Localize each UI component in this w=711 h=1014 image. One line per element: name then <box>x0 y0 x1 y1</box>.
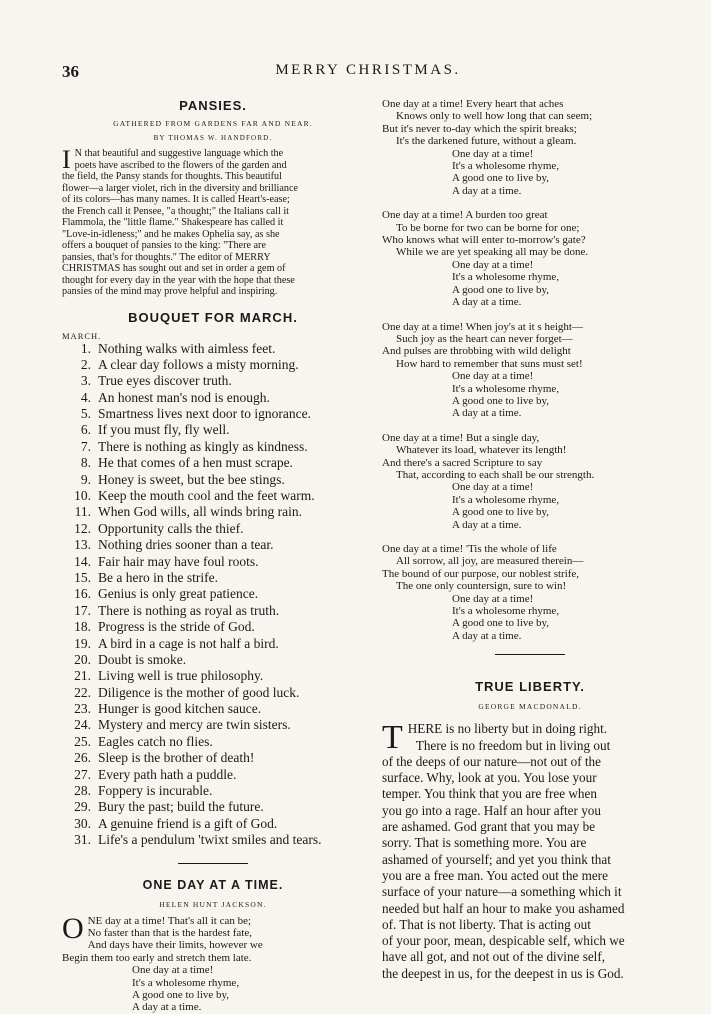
poem-line: Knows only to well how long that can seem; <box>396 110 593 123</box>
text-line: surface of your nature—a something which it <box>382 884 622 900</box>
poem-stanza <box>382 321 678 420</box>
poem-line: A day at a time. <box>452 629 522 642</box>
poem-line: A good one to live by, <box>452 617 550 630</box>
proverb-number: 3. <box>80 373 91 389</box>
proverb-number: 22. <box>74 684 91 700</box>
poem-line: One day at a time! <box>452 481 534 494</box>
proverb-number: 20. <box>74 651 91 667</box>
proverb-item <box>62 832 364 848</box>
text-line: poets have ascribed to the flowers of the garden and <box>74 159 287 171</box>
true-liberty-author: GEORGE MACDONALD. <box>478 702 582 712</box>
proverb-text: Every path hath a puddle. <box>98 766 237 782</box>
poem-line: One day at a time! But a single day, <box>382 431 540 444</box>
one-day-title: ONE DAY AT A TIME. <box>142 877 284 892</box>
pansies-intro <box>62 145 364 298</box>
poem-line: NE day at a time! That's all it can be; <box>87 914 252 927</box>
proverb-item <box>62 586 364 602</box>
one-day-author: HELEN HUNT JACKSON. <box>159 899 267 909</box>
proverb-number: 21. <box>74 668 91 684</box>
text-line: the field, the Pansy stands for thoughts. This beautiful <box>62 171 282 182</box>
proverb-item <box>62 668 364 684</box>
page-number: 36 <box>62 62 79 81</box>
poem-line: And there's a sacred Scripture to say <box>382 456 543 469</box>
poem-line: It's a wholesome rhyme, <box>452 493 560 506</box>
poem-line: How hard to remember that suns must set! <box>396 357 583 370</box>
proverb-item <box>62 816 364 832</box>
true-liberty-title: TRUE LIBERTY. <box>475 679 585 695</box>
proverb-text: Progress is the stride of God. <box>98 619 255 635</box>
poem-line: One day at a time! <box>452 592 534 605</box>
pansies-byline: BY THOMAS W. HANDFORD. <box>153 134 273 142</box>
proverb-item <box>62 537 364 553</box>
text-line: N that beautiful and suggestive language which the <box>74 148 284 159</box>
proverb-item <box>62 570 364 586</box>
proverb-item <box>62 619 364 635</box>
page-header <box>62 62 674 82</box>
proverb-text: Sleep is the brother of death! <box>98 750 255 766</box>
text-line: offers a bouquet of pansies to the king: "There are <box>62 240 266 251</box>
proverb-number: 18. <box>74 619 91 635</box>
poem-line: One day at a time! <box>132 964 214 977</box>
proverb-text: Honey is sweet, but the bee stings. <box>98 471 285 487</box>
text-line: the deepest in us, for the deepest in us is God. <box>382 965 624 981</box>
proverb-text: Keep the mouth cool and the feet warm. <box>98 488 315 504</box>
proverb-number: 4. <box>80 389 91 405</box>
poem-line: All sorrow, all joy, are measured therein— <box>396 555 584 568</box>
proverb-item <box>62 504 364 520</box>
proverb-number: 7. <box>80 438 91 454</box>
proverb-text: Mystery and mercy are twin sisters. <box>98 717 291 733</box>
poem-line: One day at a time! When joy's at it s height— <box>382 320 583 333</box>
poem-line: One day at a time! 'Tis the whole of life <box>382 543 557 555</box>
poem-line: A day at a time. <box>132 1001 202 1014</box>
proverb-number: 15. <box>74 569 91 585</box>
proverb-text: A genuine friend is a gift of God. <box>98 815 278 831</box>
poem-opening-stanza <box>62 911 364 1014</box>
poem-line: The one only countersign, sure to win! <box>396 580 567 593</box>
proverb-item <box>62 455 364 471</box>
proverb-text: Nothing dries sooner than a tear. <box>98 537 274 553</box>
proverb-number: 14. <box>74 553 91 569</box>
poem-line: While we are yet speaking all may be done. <box>396 246 589 259</box>
proverb-text: Bury the past; build the future. <box>98 799 264 815</box>
proverb-number: 25. <box>74 733 91 749</box>
proverb-text: Nothing walks with aimless feet. <box>98 340 276 356</box>
proverb-text: Living well is true philosophy. <box>98 668 264 684</box>
poem-line: It's a wholesome rhyme, <box>452 382 560 395</box>
text-line: of the deeps of our nature—not out of the <box>382 753 601 769</box>
proverb-item <box>62 734 364 750</box>
proverb-item <box>62 783 364 799</box>
proverb-item <box>62 554 364 570</box>
proverb-number: 5. <box>80 406 91 422</box>
poem-line: Whatever its load, whatever its length! <box>396 444 567 457</box>
proverb-item <box>62 750 364 766</box>
text-line: of its colors—has many names. It is called Heart's-ease; <box>62 194 290 205</box>
proverb-number: 31. <box>74 832 91 848</box>
text-line: sorry. That is something more. You are <box>382 835 587 851</box>
text-line: thought for every day in the year with the hope that these <box>62 274 295 286</box>
poem-line: One day at a time! Every heart that aches <box>382 98 564 110</box>
text-line: Flammola, the "little flame." Shakespeare has called it <box>62 217 284 228</box>
text-line: pansies of the mind may prove helpful and inspiring. <box>62 286 278 297</box>
poem-line: But it's never to-day which the spirit breaks; <box>382 122 577 135</box>
proverb-text: Life's a pendulum 'twixt smiles and tears. <box>98 832 322 848</box>
text-line: needed but half an hour to make you ashamed <box>382 900 625 916</box>
proverb-text: Doubt is smoke. <box>98 651 187 667</box>
proverb-text: He that comes of a hen must scrape. <box>98 455 293 471</box>
proverb-number: 29. <box>74 799 91 815</box>
text-line: have all got, and not out of the divine self, <box>382 949 606 965</box>
poem-stanza <box>382 543 678 642</box>
poem-line: A good one to live by, <box>452 172 550 185</box>
proverb-item <box>62 390 364 406</box>
text-line: CHRISTMAS has sought out and set in order a gem of <box>62 263 286 274</box>
poem-line: A good one to live by, <box>132 989 230 1002</box>
proverb-text: Eagles catch no flies. <box>98 733 213 749</box>
text-line: you are a free man. You acted out the mere <box>382 867 608 883</box>
proverb-item <box>62 636 364 652</box>
poem-line: And days have their limits, however we <box>87 939 263 952</box>
proverb-number: 9. <box>80 471 91 487</box>
proverb-item <box>62 439 364 455</box>
proverb-item <box>62 701 364 717</box>
proverb-text: A bird in a cage is not half a bird. <box>98 635 279 651</box>
proverb-text: Smartness lives next door to ignorance. <box>98 406 311 422</box>
proverb-number: 24. <box>74 717 91 733</box>
text-line: you go into a rage. Half an hour after you <box>382 802 601 818</box>
poem-line: A good one to live by, <box>452 394 550 407</box>
text-line: HERE is no liberty but in doing right. <box>407 721 608 737</box>
poem-line: It's a wholesome rhyme, <box>132 976 240 989</box>
proverb-item <box>62 406 364 422</box>
poem-line: One day at a time! <box>452 258 534 271</box>
poem-line: One day at a time! <box>452 147 534 160</box>
proverb-text: Opportunity calls the thief. <box>98 520 244 536</box>
proverb-item <box>62 603 364 619</box>
proverb-item <box>62 521 364 537</box>
poem-line: It's a wholesome rhyme, <box>452 605 560 618</box>
text-line: There is no freedom but in living out <box>415 737 611 753</box>
proverb-number: 28. <box>74 783 91 799</box>
proverb-text: There is nothing as royal as truth. <box>98 602 280 618</box>
proverb-text: Hunger is good kitchen sauce. <box>98 701 262 717</box>
proverb-number: 6. <box>80 422 91 438</box>
proverb-item <box>62 685 364 701</box>
text-line: of your poor, mean, despicable self, which we <box>382 933 625 949</box>
text-line: are ashamed. God grant that you may be <box>382 819 596 835</box>
proverb-item <box>62 341 364 357</box>
poem-line: It's the darkened future, without a gleam. <box>396 135 577 148</box>
proverb-number: 16. <box>74 586 91 602</box>
text-line: flower—a larger violet, rich in the diversity and brilliance <box>62 182 299 194</box>
right-column <box>382 98 678 982</box>
poem-line: A good one to live by, <box>452 506 550 519</box>
poem-line: To be borne for two can be borne for one; <box>396 221 580 234</box>
left-column <box>62 98 364 1014</box>
proverb-text: When God wills, all winds bring rain. <box>98 504 302 520</box>
proverb-number: 26. <box>74 750 91 766</box>
text-line: of. That is not liberty. That is acting out <box>382 916 591 932</box>
proverb-number: 2. <box>80 356 91 372</box>
proverb-item <box>62 357 364 373</box>
proverb-text: An honest man's nod is enough. <box>98 389 270 405</box>
true-liberty-text <box>382 721 678 982</box>
poem-line: One day at a time! <box>452 370 534 383</box>
poem-line: That, according to each shall be our strength. <box>396 468 595 481</box>
proverb-text: Genius is only great patience. <box>98 586 259 602</box>
proverb-number: 23. <box>74 701 91 717</box>
proverb-item <box>62 799 364 815</box>
proverb-text: A clear day follows a misty morning. <box>98 356 299 372</box>
text-line: surface. Why, look at you. You lose your <box>382 770 597 786</box>
section-divider <box>495 654 565 655</box>
text-line: temper. You think that you are free when <box>382 786 597 802</box>
poem-line: No faster than that is the hardest fate, <box>87 927 253 940</box>
proverb-item <box>62 488 364 504</box>
poem-line: Such joy as the heart can never forget— <box>396 332 573 345</box>
bouquet-title: BOUQUET FOR MARCH. <box>128 309 298 325</box>
proverb-text: Fair hair may have foul roots. <box>98 553 259 569</box>
poem-line: The bound of our purpose, our noblest strife, <box>382 567 580 580</box>
poem-line: A day at a time. <box>452 407 522 420</box>
poem-line: It's a wholesome rhyme, <box>452 160 560 173</box>
poem-line: It's a wholesome rhyme, <box>452 271 560 284</box>
proverb-number: 19. <box>74 635 91 651</box>
poem-line: And pulses are throbbing with wild delight <box>382 345 571 358</box>
proverb-text: Be a hero in the strife. <box>98 569 218 585</box>
poem-stanza <box>382 98 678 197</box>
proverb-item <box>62 422 364 438</box>
proverb-text: There is nothing as kingly as kindness. <box>98 438 308 454</box>
proverb-item <box>62 472 364 488</box>
poem-line: A day at a time. <box>452 184 522 197</box>
section-divider <box>178 863 248 864</box>
pansies-title: PANSIES. <box>179 98 247 113</box>
proverb-text: Diligence is the mother of good luck. <box>98 684 300 700</box>
proverb-item <box>62 767 364 783</box>
running-title: MERRY CHRISTMAS. <box>275 62 461 78</box>
poem-stanza <box>382 209 678 308</box>
proverb-number: 8. <box>80 455 91 471</box>
proverb-number: 10. <box>74 488 91 504</box>
proverb-number: 11. <box>74 504 91 520</box>
proverb-item <box>62 652 364 668</box>
poem-line: One day at a time! A burden too great <box>382 209 548 222</box>
proverb-text: True eyes discover truth. <box>98 373 232 389</box>
dropcap: I <box>62 145 71 174</box>
poem-line: A day at a time. <box>452 518 522 531</box>
poem-line: A day at a time. <box>452 296 522 309</box>
poem-line: A good one to live by, <box>452 283 550 296</box>
proverb-number: 17. <box>74 602 91 618</box>
poem-stanza <box>382 432 678 531</box>
poem-line: Who knows what will enter to-morrow's gate? <box>382 234 586 247</box>
dropcap: T <box>382 719 403 757</box>
text-line: ashamed of yourself; and yet you think that <box>382 851 611 867</box>
pansies-subtitle: GATHERED FROM GARDENS FAR AND NEAR. <box>113 119 313 128</box>
bouquet-month: MARCH. <box>62 330 102 341</box>
proverb-number: 13. <box>74 537 91 553</box>
dropcap: O <box>62 911 84 945</box>
proverb-number: 1. <box>80 340 91 356</box>
text-line: "Love-in-idleness;" and he makes Ophelia say, as she <box>62 228 280 240</box>
text-line: pansies, that's for thoughts." The editor of MERRY <box>62 251 271 263</box>
proverb-item <box>62 717 364 733</box>
poem-line: Begin them too early and stretch them late. <box>62 951 252 964</box>
proverb-item <box>62 373 364 389</box>
proverb-number: 12. <box>74 520 91 536</box>
proverb-text: Foppery is incurable. <box>98 783 213 799</box>
proverb-text: If you must fly, fly well. <box>98 422 230 438</box>
text-line: the French call it Pensee, "a thought;" the Italians call it <box>62 205 290 217</box>
proverb-list <box>62 341 364 849</box>
proverb-number: 27. <box>74 766 91 782</box>
proverb-number: 30. <box>74 815 91 831</box>
